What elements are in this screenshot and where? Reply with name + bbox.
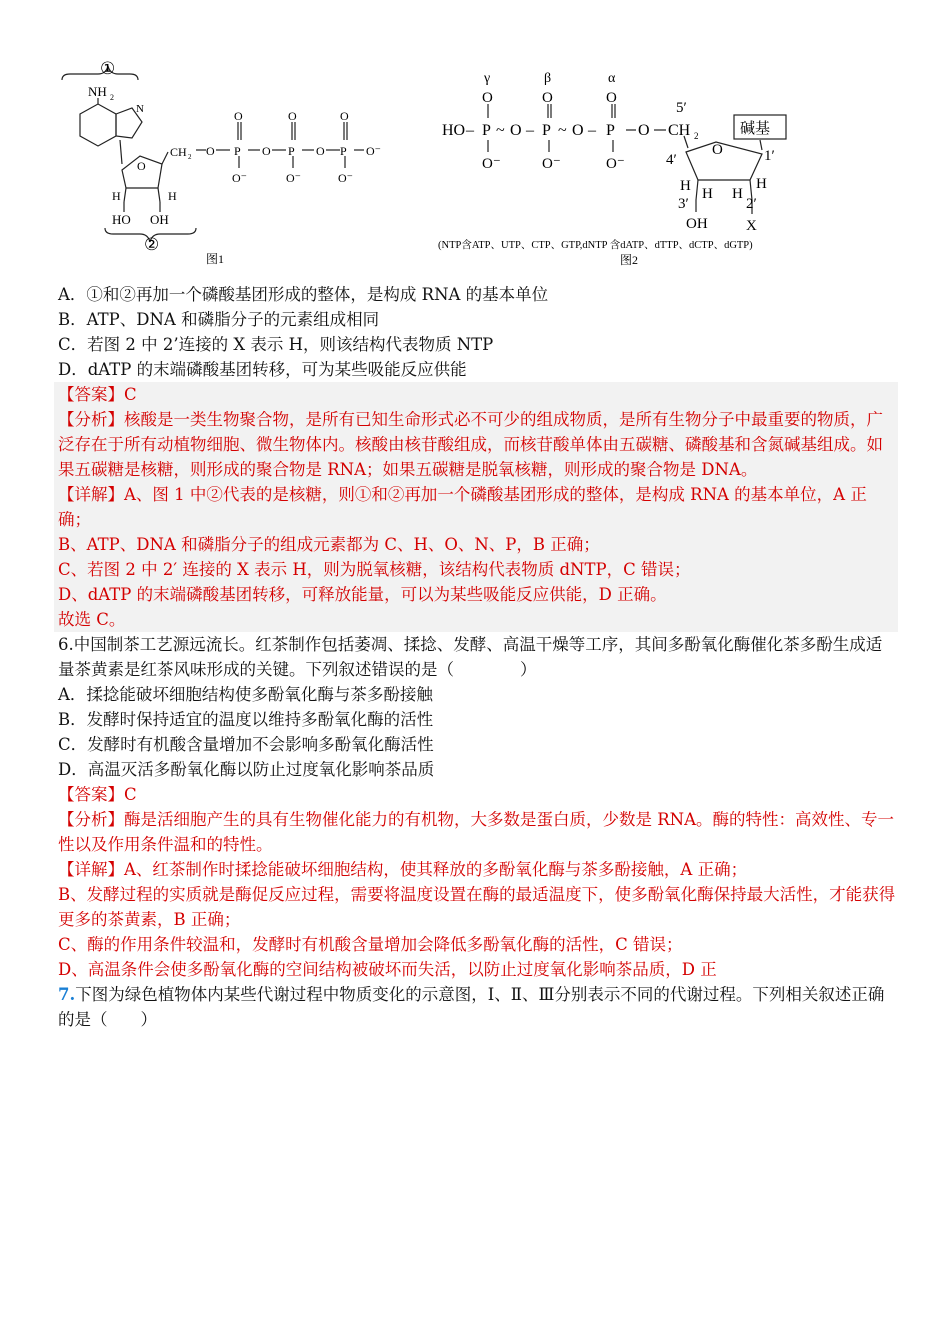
ribose-o: O bbox=[137, 159, 146, 173]
ch2-sub: 2 bbox=[694, 131, 699, 141]
question-content bbox=[58, 282, 898, 1032]
p1-o-bottom: O⁻ bbox=[232, 171, 247, 185]
p1-o-top: O bbox=[234, 109, 243, 123]
q6-answer: 【答案】C bbox=[58, 785, 137, 804]
beta-o-top: O bbox=[542, 90, 553, 106]
nh2-sub: 2 bbox=[110, 93, 114, 102]
q5-detail-b: B、ATP、DNA 和磷脂分子的组成元素都为 C、H、O、N、P，B 正确； bbox=[58, 535, 600, 554]
p3-label: P bbox=[340, 144, 347, 158]
q6-detail-a: 【详解】A、红茶制作时揉捻能破坏细胞结构，使其释放的多酚氧化酶与茶多酚接触，A 正确； bbox=[58, 860, 748, 879]
q6-option-a: A．揉捻能破坏细胞结构使多酚氧化酶与茶多酚接触 bbox=[58, 685, 433, 704]
q7-stem-block bbox=[58, 982, 898, 1032]
q5-detail-d: D、dATP 的末端磷酸基团转移，可释放能量，可以为某些吸能反应供能，D 正确。 bbox=[58, 585, 667, 604]
dash-1: – bbox=[526, 122, 534, 139]
alpha-label: α bbox=[608, 71, 616, 86]
q5-conclusion: 故选 C。 bbox=[58, 610, 126, 629]
ho-label: HO bbox=[442, 122, 466, 139]
alpha-p: P bbox=[606, 122, 615, 139]
q5-option-b: B．ATP、DNA 和磷脂分子的元素组成相同 bbox=[58, 310, 380, 329]
h-3: H bbox=[702, 186, 713, 202]
figure1-caption: 图1 bbox=[206, 252, 225, 266]
beta-label: β bbox=[544, 71, 552, 86]
ch2-label: CH bbox=[668, 122, 691, 139]
ribose-h-right: H bbox=[168, 189, 177, 203]
q5-option-c: C．若图 2 中 2’连接的 X 表示 H，则该结构代表物质 NTP bbox=[58, 335, 494, 354]
q5-detail-c: C、若图 2 中 2′ 连接的 X 表示 H，则为脱氧核糖，该结构代表物质 dNTP，C 错误； bbox=[58, 560, 691, 579]
q6-option-b: B．发酵时保持适宜的温度以维持多酚氧化酶的活性 bbox=[58, 710, 434, 729]
figure2-caption: 图2 bbox=[620, 253, 639, 267]
q5-detail-a: 【详解】A、图 1 中②代表的是核糖，则①和②再加一个磷酸基团形成的整体，是构成 RNA 的基本单位，A 正确； bbox=[58, 485, 867, 529]
q6-detail-b: B、发酵过程的实质就是酶促反应过程，需要将温度设置在酶的最适温度下，使多酚氧化酶保持最大活性，才能获得更多的茶黄素，B 正确； bbox=[58, 885, 896, 929]
h-1: H bbox=[756, 176, 767, 192]
p2-label: P bbox=[288, 144, 295, 158]
oh-3: OH bbox=[686, 216, 708, 232]
alpha-o-top: O bbox=[606, 90, 617, 106]
p3-o-right: O⁻ bbox=[366, 144, 381, 158]
pos-2: 2′ bbox=[746, 196, 757, 212]
alpha-o-bottom: O⁻ bbox=[606, 156, 625, 172]
q5-option-d: D．dATP 的末端磷酸基团转移，可为某些吸能反应供能 bbox=[58, 360, 467, 379]
ntp-structure-diagram bbox=[430, 52, 900, 272]
q5-answer: 【答案】C bbox=[58, 385, 137, 404]
q7-stem: 下图为绿色植物体内某些代谢过程中物质变化的示意图，Ⅰ、Ⅱ、Ⅲ分别表示不同的代谢过程。下列相关叙述正确的是（ ） bbox=[58, 985, 885, 1029]
q5-option-a: A．①和②再加一个磷酸基团形成的整体，是构成 RNA 的基本单位 bbox=[58, 285, 549, 304]
q5-analysis: 【分析】核酸是一类生物聚合物，是所有已知生命形式必不可少的组成物质，是所有生物分子中最重要的物质，广泛存在于所有动植物细胞、微生物体内。核酸由核苷酸组成，而核苷酸单体由五碳糖、磷酸基和含氮碱基组成。如果五碳糖是核糖，则形成的聚合物是 RNA；如果五碳糖是脱氧核糖，则形成的聚合物是 DNA。 bbox=[58, 410, 883, 479]
gamma-label: γ bbox=[484, 71, 491, 86]
q6-detail-d: D、高温条件会使多酚氧化酶的空间结构被破坏而失活，以防止过度氧化影响茶品质，D 正 bbox=[58, 960, 717, 979]
nh2-label: NH bbox=[88, 84, 107, 99]
ribose-h-left: H bbox=[112, 189, 121, 203]
p2-o-bottom: O⁻ bbox=[286, 171, 301, 185]
atp-structure-diagram bbox=[40, 52, 400, 272]
pos-1: 1′ bbox=[764, 148, 775, 164]
ribose-ho: HO bbox=[112, 212, 131, 227]
ch2-label: CH bbox=[170, 145, 187, 159]
figure-2 bbox=[430, 52, 900, 272]
figure-1 bbox=[40, 52, 400, 272]
pos-3: 3′ bbox=[678, 196, 689, 212]
sugar-o: O bbox=[712, 142, 723, 158]
gamma-p: P bbox=[482, 122, 491, 139]
q7-number: 7. bbox=[58, 985, 76, 1004]
q6-analysis: 【分析】酶是活细胞产生的具有生物催化能力的有机物，大多数是蛋白质，少数是 RNA。酶的特性：高效性、专一性以及作用条件温和的特性。 bbox=[58, 810, 895, 854]
beta-o-bottom: O⁻ bbox=[542, 156, 561, 172]
o-link-c: O bbox=[638, 122, 650, 139]
p2-o-top: O bbox=[288, 109, 297, 123]
o-link-a: O bbox=[510, 122, 522, 139]
p3-o-bottom: O⁻ bbox=[338, 171, 353, 185]
ch2-sub: 2 bbox=[188, 153, 192, 161]
pos-4: 4′ bbox=[666, 152, 677, 168]
o-link-2: O bbox=[262, 144, 271, 158]
ribose-oh: OH bbox=[150, 212, 169, 227]
p3-o-top: O bbox=[340, 109, 349, 123]
p1-label: P bbox=[234, 144, 241, 158]
q6-stem: 6.中国制茶工艺源远流长。红茶制作包括萎凋、揉捻、发酵、高温干燥等工序，其间多酚氧化酶催化茶多酚生成适量茶黄素是红茶风味形成的关键。下列叙述错误的是（ ） bbox=[58, 635, 883, 679]
tilde-3: ~ bbox=[558, 122, 567, 139]
ntp-note: (NTP含ATP、UTP、CTP、GTP,dNTP 含dATP、dTTP、dCTP、dGTP) bbox=[438, 240, 753, 251]
h-4: H bbox=[680, 178, 691, 194]
q6-detail-c: C、酶的作用条件较温和，发酵时有机酸含量增加会降低多酚氧化酶的活性，C 错误； bbox=[58, 935, 683, 954]
beta-p: P bbox=[542, 122, 551, 139]
q6-option-c: C．发酵时有机酸含量增加不会影响多酚氧化酶活性 bbox=[58, 735, 434, 754]
q6-option-d: D．高温灭活多酚氧化酶以防止过度氧化影响茶品质 bbox=[58, 760, 435, 779]
tilde-2: ~ bbox=[496, 122, 505, 139]
gamma-o-top: O bbox=[482, 90, 493, 106]
tilde-1: – bbox=[466, 122, 474, 139]
o-link-b: O bbox=[572, 122, 584, 139]
label-circle-1: ① bbox=[100, 59, 116, 78]
n-label-1: N bbox=[136, 103, 144, 115]
q6-solution-block bbox=[58, 782, 898, 982]
o-link-3: O bbox=[316, 144, 325, 158]
base-label: 碱基 bbox=[740, 121, 771, 137]
pos-5: 5′ bbox=[676, 100, 687, 116]
h-2: H bbox=[732, 186, 743, 202]
dash-2: – bbox=[588, 122, 596, 139]
label-circle-2: ② bbox=[144, 235, 160, 254]
x-2: X bbox=[746, 218, 757, 234]
q5-solution-block bbox=[54, 382, 898, 632]
o-link-1: O bbox=[206, 144, 215, 158]
gamma-o-bottom: O⁻ bbox=[482, 156, 501, 172]
